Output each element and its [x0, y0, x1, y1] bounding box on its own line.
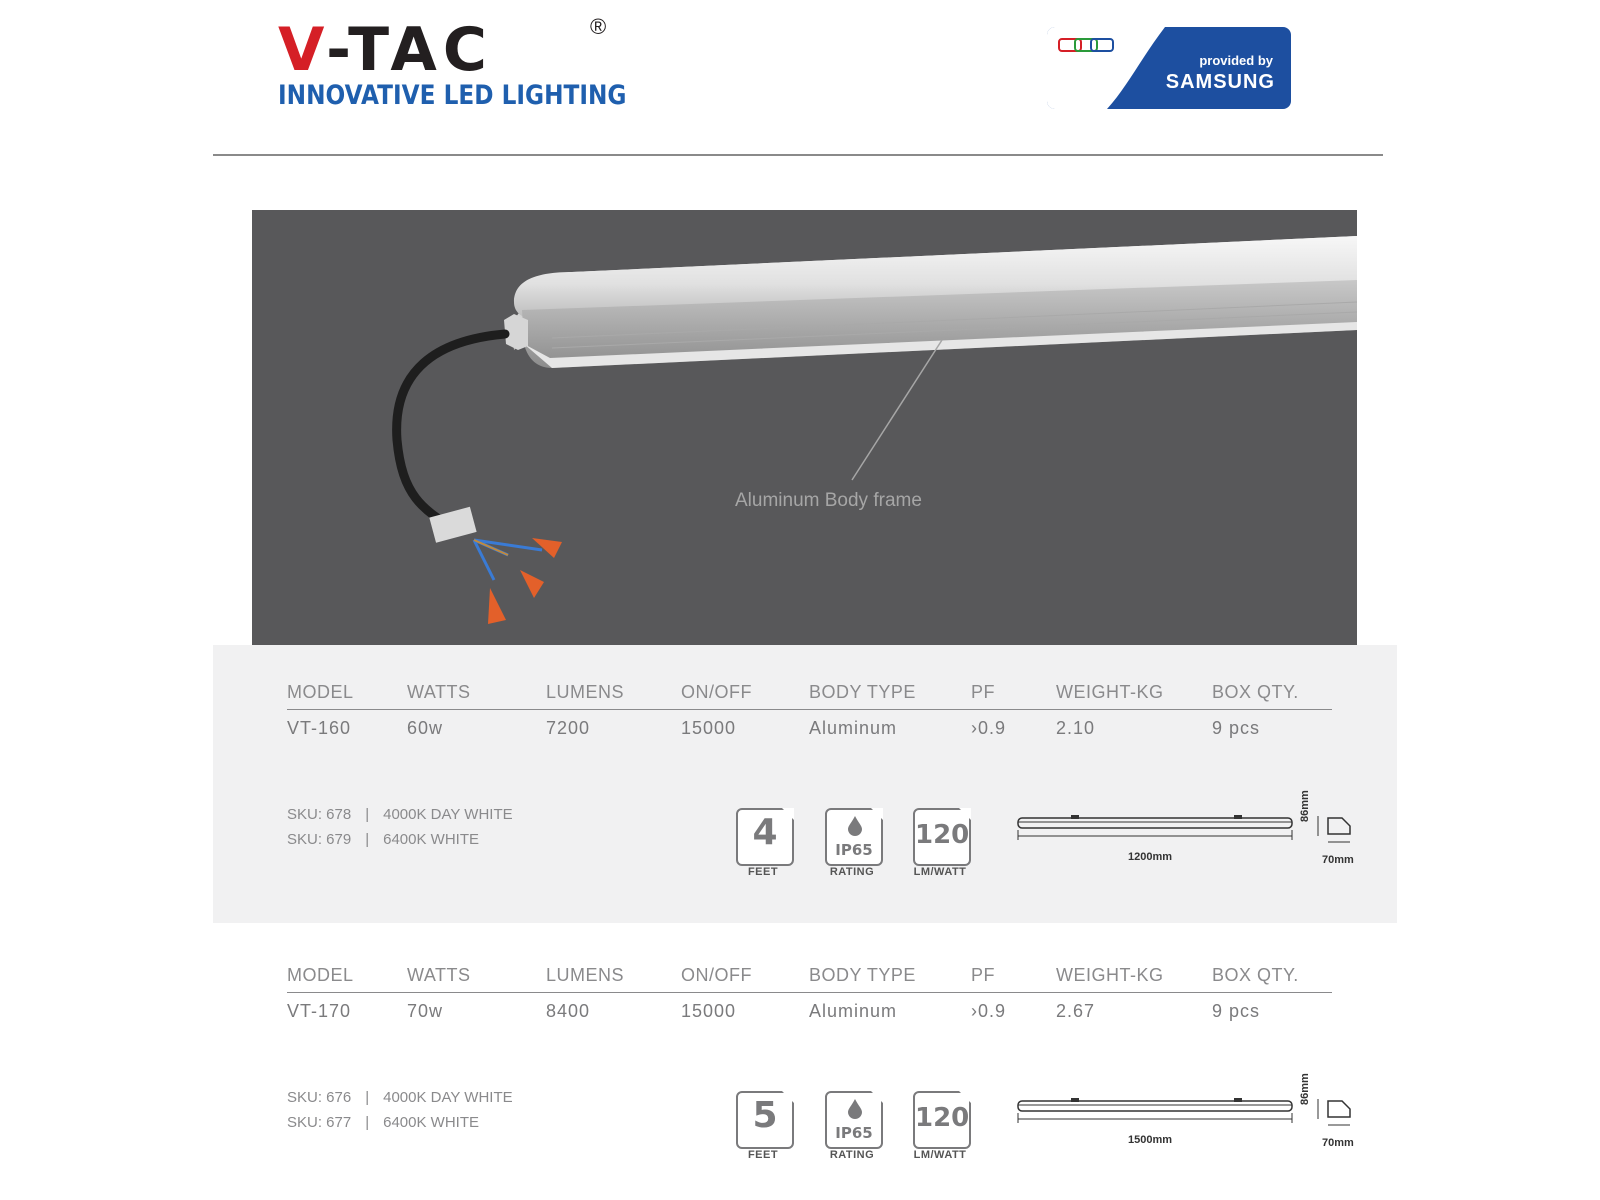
header-model: MODEL	[287, 682, 354, 702]
feet-value: 4	[752, 812, 778, 853]
value-watts: 70w	[407, 1001, 444, 1021]
header-box-qty: BOX QTY.	[1212, 682, 1299, 702]
header-watts: WATTS	[407, 965, 471, 985]
header-body-type: BODY TYPE	[809, 682, 916, 702]
width-dimension: 70mm	[1322, 854, 1354, 866]
header-lumens: LUMENS	[546, 682, 625, 702]
value-model: VT-160	[287, 718, 352, 738]
samsung-led-badge	[1047, 27, 1291, 109]
length-dimension: 1500mm	[1128, 1134, 1173, 1146]
feet-value: 5	[752, 1095, 778, 1136]
led-text	[1047, 27, 1048, 28]
sku-line: SKU: 679 | 6400K WHITE	[287, 831, 479, 848]
aluminum-frame-label: Aluminum Body frame	[735, 490, 922, 511]
lmwatt-caption: LM/WATT	[913, 1149, 967, 1161]
sku-line: SKU: 678 | 4000K DAY WHITE	[287, 806, 513, 823]
vtac-logo	[278, 14, 627, 118]
value-onoff: 15000	[681, 1001, 737, 1021]
lmwatt-caption: LM/WATT	[913, 866, 967, 878]
header-body-type: BODY TYPE	[809, 965, 916, 985]
ip-value: IP65	[835, 841, 873, 859]
sku-number: SKU: 676	[287, 1089, 352, 1106]
header-pf: PF	[971, 965, 996, 985]
sku-line: SKU: 676 | 4000K DAY WHITE	[287, 1089, 513, 1106]
rating-caption: RATING	[829, 1149, 875, 1161]
sku-line: SKU: 677 | 6400K WHITE	[287, 1114, 479, 1131]
value-lumens: 7200	[546, 718, 591, 738]
height-dimension: 86mm	[1299, 790, 1311, 822]
header-weight: WEIGHT-KG	[1056, 682, 1164, 702]
provided-by-text: provided by	[1199, 53, 1273, 68]
efficacy-badge	[913, 1091, 971, 1149]
table-divider	[287, 709, 1332, 710]
value-box-qty: 9 pcs	[1212, 718, 1261, 738]
value-body-type: Aluminum	[809, 718, 898, 738]
feet-badge	[736, 808, 794, 866]
value-lumens: 8400	[546, 1001, 591, 1021]
height-dimension: 86mm	[1299, 1073, 1311, 1105]
sku-number: SKU: 677	[287, 1114, 352, 1131]
value-watts: 60w	[407, 718, 444, 738]
value-weight: 2.67	[1056, 1001, 1096, 1021]
value-body-type: Aluminum	[809, 1001, 898, 1021]
efficacy-value: 120	[915, 1103, 970, 1133]
brand-name: V-TAC	[278, 15, 493, 85]
header-onoff: ON/OFF	[681, 682, 752, 702]
ip-rating-badge	[825, 1091, 883, 1149]
feet-caption: FEET	[747, 866, 779, 878]
efficacy-badge	[913, 808, 971, 866]
width-dimension: 70mm	[1322, 1137, 1354, 1149]
sku-color: 4000K DAY WHITE	[383, 806, 513, 823]
value-box-qty: 9 pcs	[1212, 1001, 1261, 1021]
header-watts: WATTS	[407, 682, 471, 702]
sku-color: 6400K WHITE	[383, 831, 479, 848]
header-model: MODEL	[287, 965, 354, 985]
water-drop-icon	[847, 1099, 863, 1119]
feet-badge	[736, 1091, 794, 1149]
water-drop-icon	[847, 816, 863, 836]
sku-color: 4000K DAY WHITE	[383, 1089, 513, 1106]
value-pf: ›0.9	[971, 1001, 1007, 1021]
header-onoff: ON/OFF	[681, 965, 752, 985]
rating-caption: RATING	[829, 866, 875, 878]
brand-tagline: INNOVATIVE LED LIGHTING	[278, 80, 627, 111]
feet-caption: FEET	[747, 1149, 779, 1161]
table-divider	[287, 992, 1332, 993]
sku-number: SKU: 678	[287, 806, 352, 823]
led-batten-icon	[252, 210, 1357, 645]
registered-mark: ®	[590, 14, 607, 39]
product-hero-image	[252, 210, 1357, 645]
value-pf: ›0.9	[971, 718, 1007, 738]
efficacy-value: 120	[915, 820, 970, 850]
header-box-qty: BOX QTY.	[1212, 965, 1299, 985]
header-weight: WEIGHT-KG	[1056, 965, 1164, 985]
sku-color: 6400K WHITE	[383, 1114, 479, 1131]
samsung-name: SAMSUNG	[1165, 71, 1275, 93]
ip-value: IP65	[835, 1124, 873, 1142]
ip-rating-badge	[825, 808, 883, 866]
value-weight: 2.10	[1056, 718, 1096, 738]
length-dimension: 1200mm	[1128, 851, 1173, 863]
sku-number: SKU: 679	[287, 831, 352, 848]
header-pf: PF	[971, 682, 996, 702]
value-model: VT-170	[287, 1001, 352, 1021]
header-divider	[213, 154, 1383, 156]
badge-shape-icon	[1047, 27, 1291, 109]
header-lumens: LUMENS	[546, 965, 625, 985]
value-onoff: 15000	[681, 718, 737, 738]
